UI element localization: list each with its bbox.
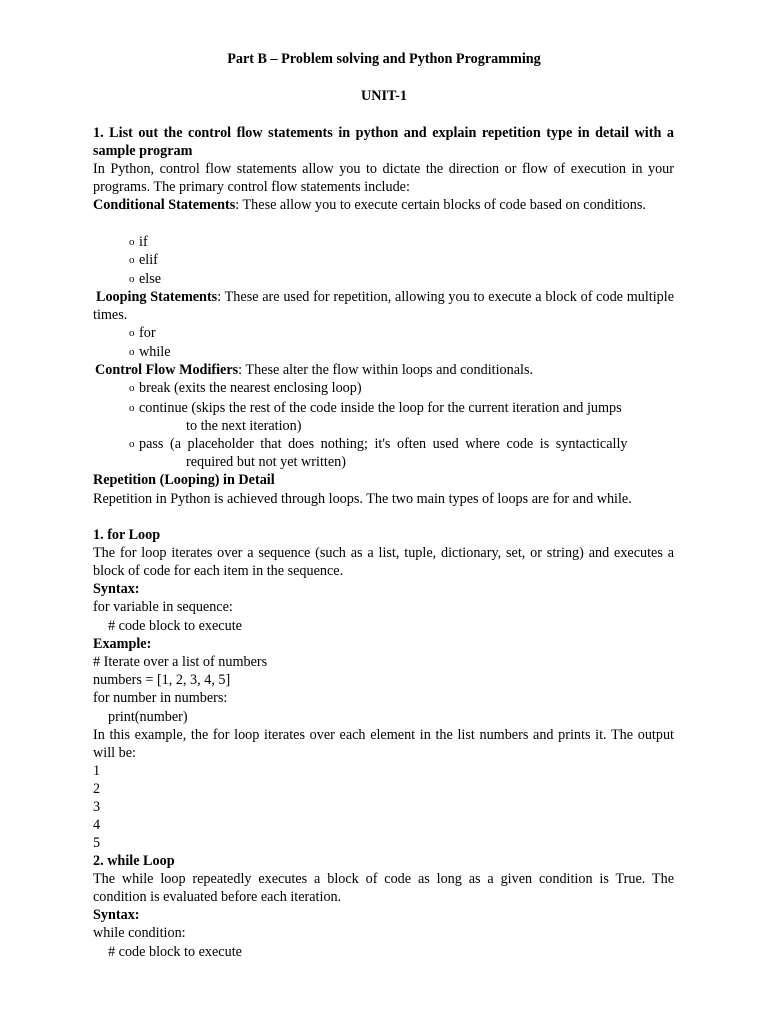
output-line: 4 [93,817,101,833]
list-item: o for [129,325,156,341]
output-line: 3 [93,799,101,815]
looping-text: : These are used for repetition, allowing you to execute a block of code multiple times. [93,289,674,324]
bullet-icon: o [129,438,135,450]
list-item: o break (exits the nearest enclosing loop) [129,380,362,396]
modifiers-paragraph [95,361,533,379]
part-title: Part B – Problem solving and Python Programming [227,51,541,67]
looping-label: Looping Statements [96,289,218,305]
list-item: o elif [129,252,158,268]
modifiers-label: Control Flow Modifiers [95,362,239,378]
while-paragraph: The while loop repeatedly executes a block of code as long as a given condition is True. The condition is evaluated before each iteration. [93,871,674,906]
code-line: while condition: [93,925,186,941]
code-line: numbers = [1, 2, 3, 4, 5] [93,672,231,688]
bullet-icon: o [129,402,135,414]
bullet-icon: o [129,273,135,285]
code-line: # Iterate over a list of numbers [93,654,268,670]
intro-paragraph: In Python, control flow statements allow you to dictate the direction or flow of execution in your programs. The primary control flow statements include: [93,161,674,196]
bullet-icon: o [129,382,135,394]
for-heading: 1. for Loop [93,527,161,543]
code-line: # code block to execute [108,618,242,634]
code-line: # code block to execute [108,944,242,960]
list-item: o continue (skips the rest of the code inside the loop for the current iteration and jumps to the next iteration) [129,400,622,435]
conditional-label: Conditional Statements [93,197,236,213]
output-line: 2 [93,781,101,797]
conditional-paragraph [93,196,674,214]
bullet-icon: o [129,236,135,248]
for-paragraph: The for loop iterates over a sequence (such as a list, tuple, dictionary, set, or string) and executes a block of code for each item in the sequence. [93,545,674,580]
question-heading: 1. List out the control flow statements in python and explain repetition type in detail with a sample program [93,125,674,160]
code-line: for number in numbers: [93,690,228,706]
syntax-label: Syntax: [93,907,140,923]
unit-title: UNIT-1 [361,88,407,104]
output-line: 5 [93,835,101,851]
code-line: for variable in sequence: [93,599,233,615]
list-item: o else [129,271,162,287]
output-line: 1 [93,763,101,779]
list-item: o if [129,234,148,250]
list-item: o while [129,344,171,360]
example-explanation: In this example, the for loop iterates over each element in the list numbers and prints it. The output will be: [93,727,674,762]
bullet-icon: o [129,254,135,266]
example-label: Example: [93,636,152,652]
bullet-icon: o [129,327,135,339]
modifiers-text: : These alter the flow within loops and conditionals. [238,362,534,378]
repetition-heading: Repetition (Looping) in Detail [93,472,275,488]
bullet-icon: o [129,346,135,358]
conditional-text: : These allow you to execute certain blocks of code based on conditions. [235,197,646,213]
looping-paragraph [93,288,674,324]
code-line: print(number) [108,709,188,725]
list-item: o pass (a placeholder that does nothing; it's often used where code is syntactically required but not yet written) [129,436,628,471]
repetition-paragraph: Repetition in Python is achieved through loops. The two main types of loops are for and while. [93,491,632,507]
while-heading: 2. while Loop [93,853,175,869]
syntax-label: Syntax: [93,581,140,597]
